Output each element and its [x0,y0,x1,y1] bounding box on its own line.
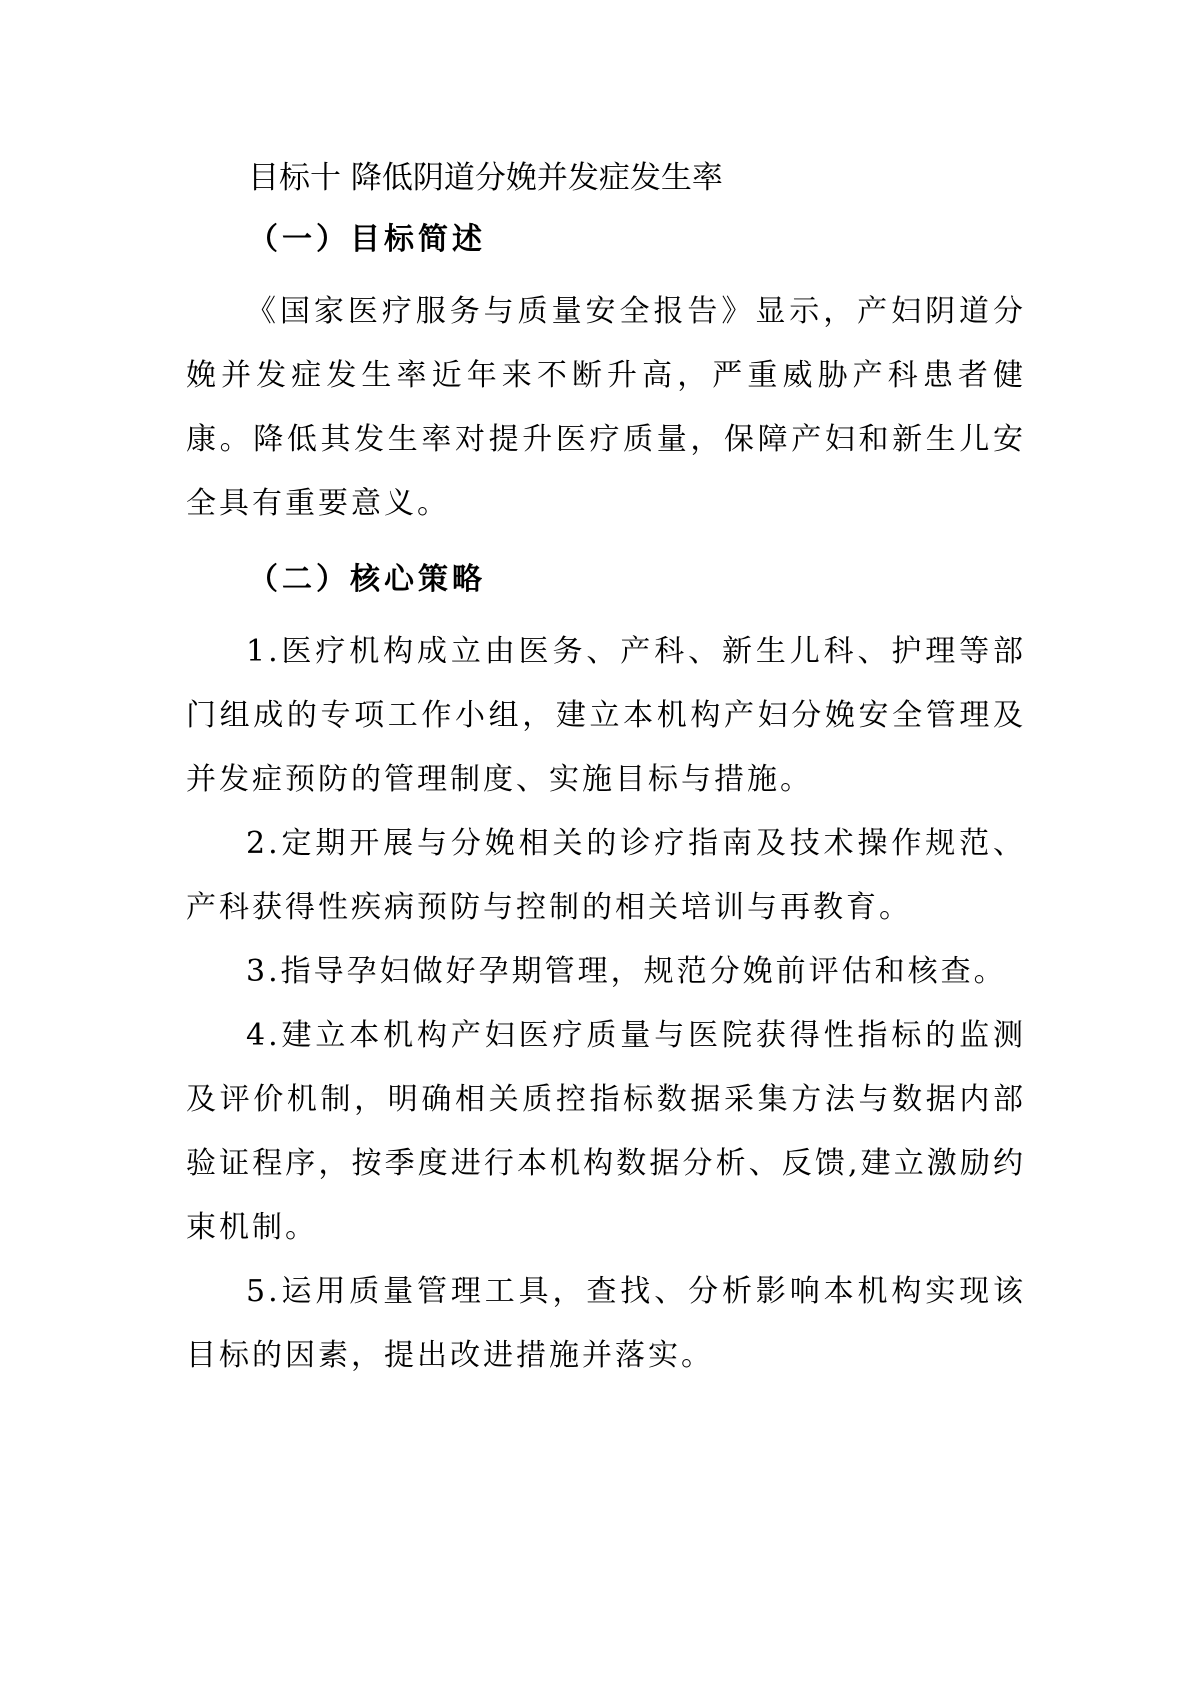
document-body [186,152,1026,1388]
section-heading-overview: （一）目标简述 [248,222,486,257]
section-heading-strategy: （二）核心策略 [248,562,486,597]
paragraph-strategy-4: 4.建立本机构产妇医疗质量与医院获得性指标的监测及评价机制，明确相关质控指标数据采集方法与数据内部验证程序，按季度进行本机构数据分析、反馈,建立激励约束机制。 [186,1018,1026,1245]
paragraph-overview: 《国家医疗服务与质量安全报告》显示，产妇阴道分娩并发症发生率近年来不断升高，严重威胁产科患者健康。降低其发生率对提升医疗质量，保障产妇和新生儿安全具有重要意义。 [186,294,1026,521]
paragraph-strategy-3: 3.指导孕妇做好孕期管理，规范分娩前评估和核查。 [246,954,1007,989]
paragraph-strategy-5: 5.运用质量管理工具，查找、分析影响本机构实现该目标的因素，提出改进措施并落实。 [186,1274,1026,1373]
section-spacer [186,536,1026,554]
paragraph-strategy-2: 2.定期开展与分娩相关的诊疗指南及技术操作规范、产科获得性疾病预防与控制的相关培训与再教育。 [186,826,1026,925]
paragraph-strategy-1: 1.医疗机构成立由医务、产科、新生儿科、护理等部门组成的专项工作小组，建立本机构产妇分娩安全管理及并发症预防的管理制度、实施目标与措施。 [186,634,1026,797]
document-title: 目标十 降低阴道分娩并发症发生率 [248,160,723,196]
